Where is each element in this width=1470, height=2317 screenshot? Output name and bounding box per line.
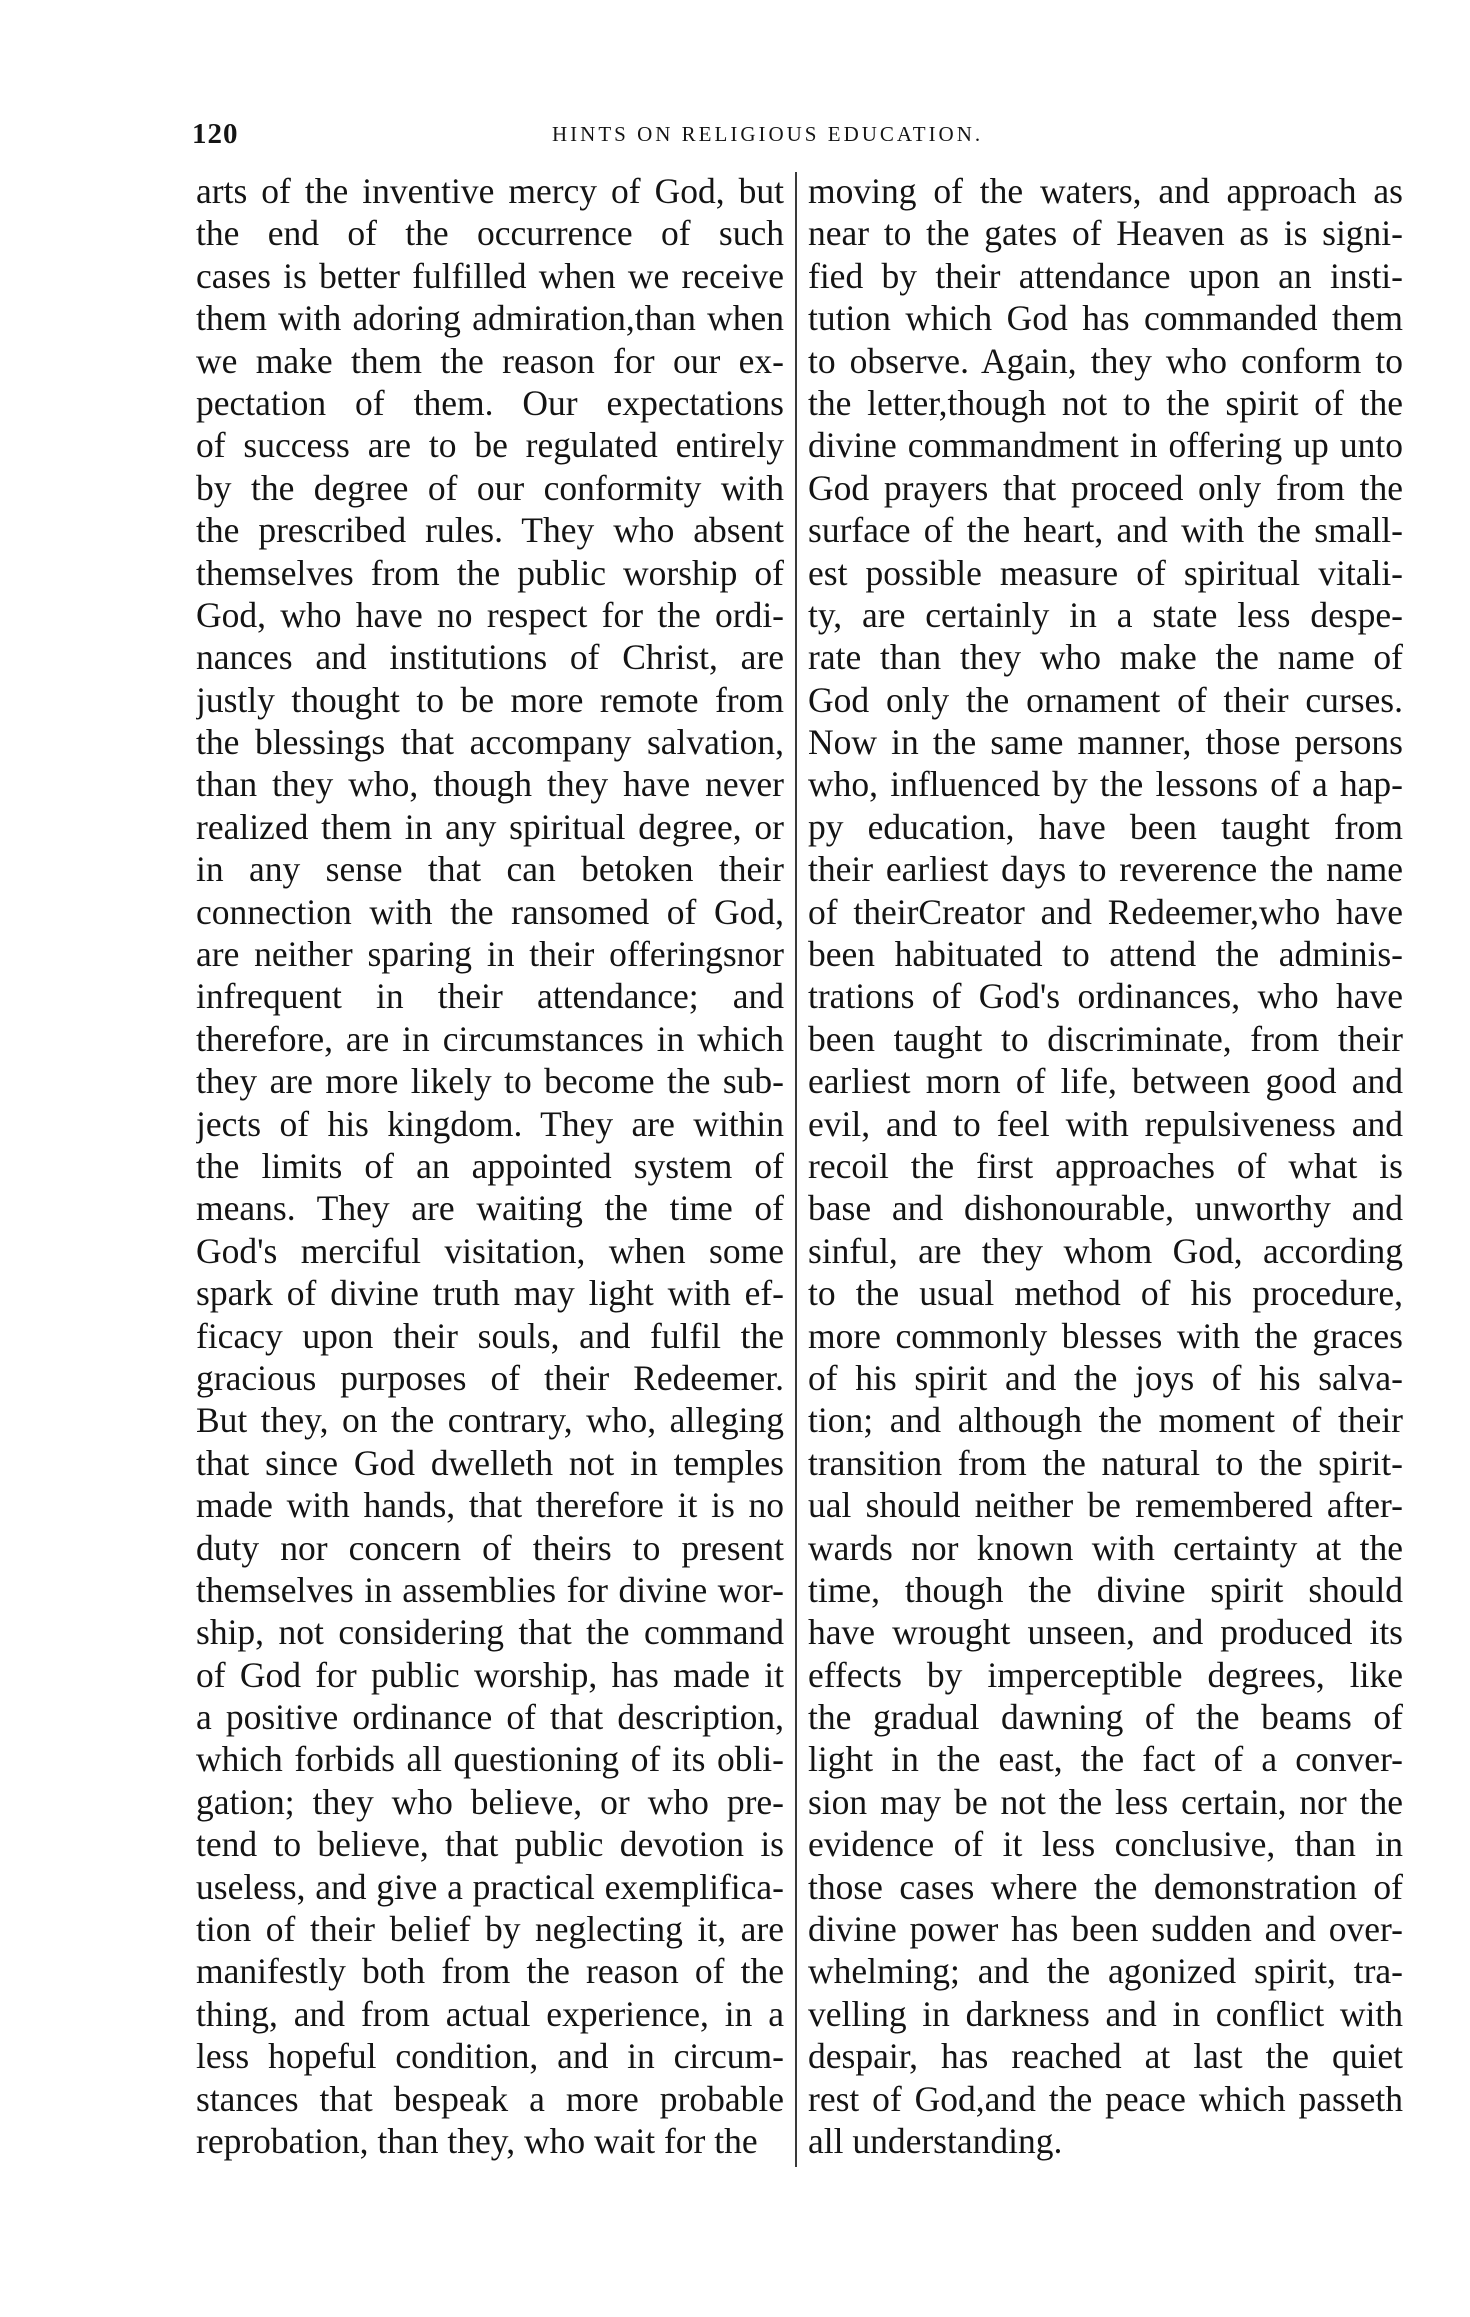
text-line: the letter,though not to the spirit of the <box>808 382 1403 423</box>
text-line: near to the gates of Heaven as is signi- <box>808 213 1403 254</box>
text-line: all understanding. <box>808 2120 1063 2161</box>
text-line: we make them the reason for our ex- <box>196 340 784 381</box>
text-line: est possible measure of spiritual vitali- <box>808 552 1403 593</box>
text-line: of his spirit and the joys of his salva- <box>808 1357 1403 1398</box>
text-line: they are more likely to become the sub- <box>196 1061 784 1102</box>
text-line: nances and institutions of Christ, are <box>196 637 784 678</box>
text-line: who, influenced by the lessons of a hap- <box>808 764 1403 805</box>
text-line: time, though the divine spirit should <box>808 1569 1403 1610</box>
text-line: py education, have been taught from <box>808 806 1403 847</box>
text-line: surface of the heart, and with the small- <box>808 510 1403 551</box>
text-line: light in the east, the fact of a conver- <box>808 1739 1403 1780</box>
text-line: evidence of it less conclusive, than in <box>808 1824 1403 1865</box>
right-text-column <box>808 170 1403 2162</box>
text-line: sinful, are they whom God, according <box>808 1230 1403 1271</box>
text-line: a positive ordinance of that description, <box>196 1697 784 1738</box>
text-line: of success are to be regulated entirely <box>196 425 784 466</box>
text-line: tend to believe, that public devotion is <box>196 1824 784 1865</box>
text-line: manifestly both from the reason of the <box>196 1951 784 1992</box>
text-line: means. They are waiting the time of <box>196 1188 784 1229</box>
text-line: the blessings that accompany salvation, <box>196 722 784 763</box>
text-line: effects by imperceptible degrees, like <box>808 1654 1403 1695</box>
text-line: those cases where the demonstration of <box>808 1866 1403 1907</box>
text-line: justly thought to be more remote from <box>196 679 784 720</box>
running-head <box>192 118 1402 154</box>
text-line: been habituated to attend the adminis- <box>808 934 1403 975</box>
text-line: base and dishonourable, unworthy and <box>808 1188 1403 1229</box>
text-line: spark of divine truth may light with ef- <box>196 1273 784 1314</box>
text-line: ty, are certainly in a state less despe- <box>808 594 1403 635</box>
text-line: God's merciful visitation, when some <box>196 1230 784 1271</box>
text-line: transition from the natural to the spirit- <box>808 1442 1403 1483</box>
text-line: God only the ornament of their curses. <box>808 679 1403 720</box>
text-line: by the degree of our conformity with <box>196 467 784 508</box>
text-line: realized them in any spiritual degree, or <box>196 806 784 847</box>
text-line: therefore, are in circumstances in which <box>196 1018 784 1059</box>
text-line: divine power has been sudden and over- <box>808 1909 1403 1950</box>
text-line: themselves in assemblies for divine wor- <box>196 1569 784 1610</box>
text-line: rest of God,and the peace which passeth <box>808 2078 1403 2119</box>
text-line: themselves from the public worship of <box>196 552 784 593</box>
text-line: But they, on the contrary, who, alleging <box>196 1400 784 1441</box>
text-line: velling in darkness and in conflict with <box>808 1993 1403 2034</box>
text-line: reprobation, than they, who wait for the <box>196 2120 758 2161</box>
text-line: gracious purposes of their Redeemer. <box>196 1357 784 1398</box>
text-line: duty nor concern of theirs to present <box>196 1527 784 1568</box>
text-line: the gradual dawning of the beams of <box>808 1697 1403 1738</box>
text-line: which forbids all questioning of its obli- <box>196 1739 784 1780</box>
text-line: infrequent in their attendance; and <box>196 976 784 1017</box>
text-line: than they who, though they have never <box>196 764 784 805</box>
text-line: thing, and from actual experience, in a <box>196 1993 784 2034</box>
text-line: wards nor known with certainty at the <box>808 1527 1403 1568</box>
text-line: to observe. Again, they who conform to <box>808 340 1403 381</box>
text-line: evil, and to feel with repulsiveness and <box>808 1103 1403 1144</box>
text-line: despair, has reached at last the quiet <box>808 2036 1403 2077</box>
text-line: been taught to discriminate, from their <box>808 1018 1403 1059</box>
text-line: divine commandment in offering up unto <box>808 425 1403 466</box>
text-line: ual should neither be remembered after- <box>808 1485 1403 1526</box>
text-line: connection with the ransomed of God, <box>196 891 784 932</box>
text-line: the end of the occurrence of such <box>196 213 784 254</box>
text-line: ship, not considering that the command <box>196 1612 784 1653</box>
text-line: made with hands, that therefore it is no <box>196 1485 784 1526</box>
text-line: recoil the first approaches of what is <box>808 1145 1403 1186</box>
text-line: cases is better fulfilled when we receive <box>196 255 784 296</box>
page-number: 120 <box>192 118 239 150</box>
text-line: more commonly blesses with the graces <box>808 1315 1403 1356</box>
running-title: HINTS ON RELIGIOUS EDUCATION. <box>552 122 984 146</box>
text-line: trations of God's ordinances, who have <box>808 976 1403 1017</box>
text-line: useless, and give a practical exemplifica- <box>196 1866 784 1907</box>
text-line: to the usual method of his procedure, <box>808 1273 1403 1314</box>
text-line: whelming; and the agonized spirit, tra- <box>808 1951 1403 1992</box>
text-line: moving of the waters, and approach as <box>808 171 1403 211</box>
text-line: stances that bespeak a more probable <box>196 2078 784 2119</box>
text-line: earliest morn of life, between good and <box>808 1061 1403 1102</box>
text-line: the limits of an appointed system of <box>196 1145 784 1186</box>
text-line: rate than they who make the name of <box>808 637 1403 678</box>
text-line: are neither sparing in their offeringsnor <box>196 934 784 975</box>
text-line: of theirCreator and Redeemer,who have <box>808 891 1403 932</box>
text-line: fied by their attendance upon an insti- <box>808 255 1403 296</box>
text-line: God, who have no respect for the ordi- <box>196 594 784 635</box>
text-line: God prayers that proceed only from the <box>808 467 1403 508</box>
text-line: in any sense that can betoken their <box>196 849 784 890</box>
text-line: Now in the same manner, those persons <box>808 722 1403 763</box>
text-line: them with adoring admiration,than when <box>196 298 784 339</box>
column-divider <box>795 172 797 2167</box>
text-line: ficacy upon their souls, and fulfil the <box>196 1315 784 1356</box>
text-line: of God for public worship, has made it <box>196 1654 784 1695</box>
text-line: gation; they who believe, or who pre- <box>196 1781 784 1822</box>
text-line: have wrought unseen, and produced its <box>808 1612 1403 1653</box>
text-line: their earliest days to reverence the name <box>808 849 1403 890</box>
text-line: tion; and although the moment of their <box>808 1400 1403 1441</box>
text-line: arts of the inventive mercy of God, but <box>196 171 784 211</box>
left-text-column <box>196 170 784 2162</box>
text-line: jects of his kingdom. They are within <box>196 1103 784 1144</box>
text-line: tution which God has commanded them <box>808 298 1403 339</box>
text-line: less hopeful condition, and in circum- <box>196 2036 784 2077</box>
text-line: tion of their belief by neglecting it, are <box>196 1909 784 1950</box>
text-line: sion may be not the less certain, nor the <box>808 1781 1403 1822</box>
text-line: the prescribed rules. They who absent <box>196 510 784 551</box>
text-line: pectation of them. Our expectations <box>196 382 784 423</box>
text-line: that since God dwelleth not in temples <box>196 1442 784 1483</box>
